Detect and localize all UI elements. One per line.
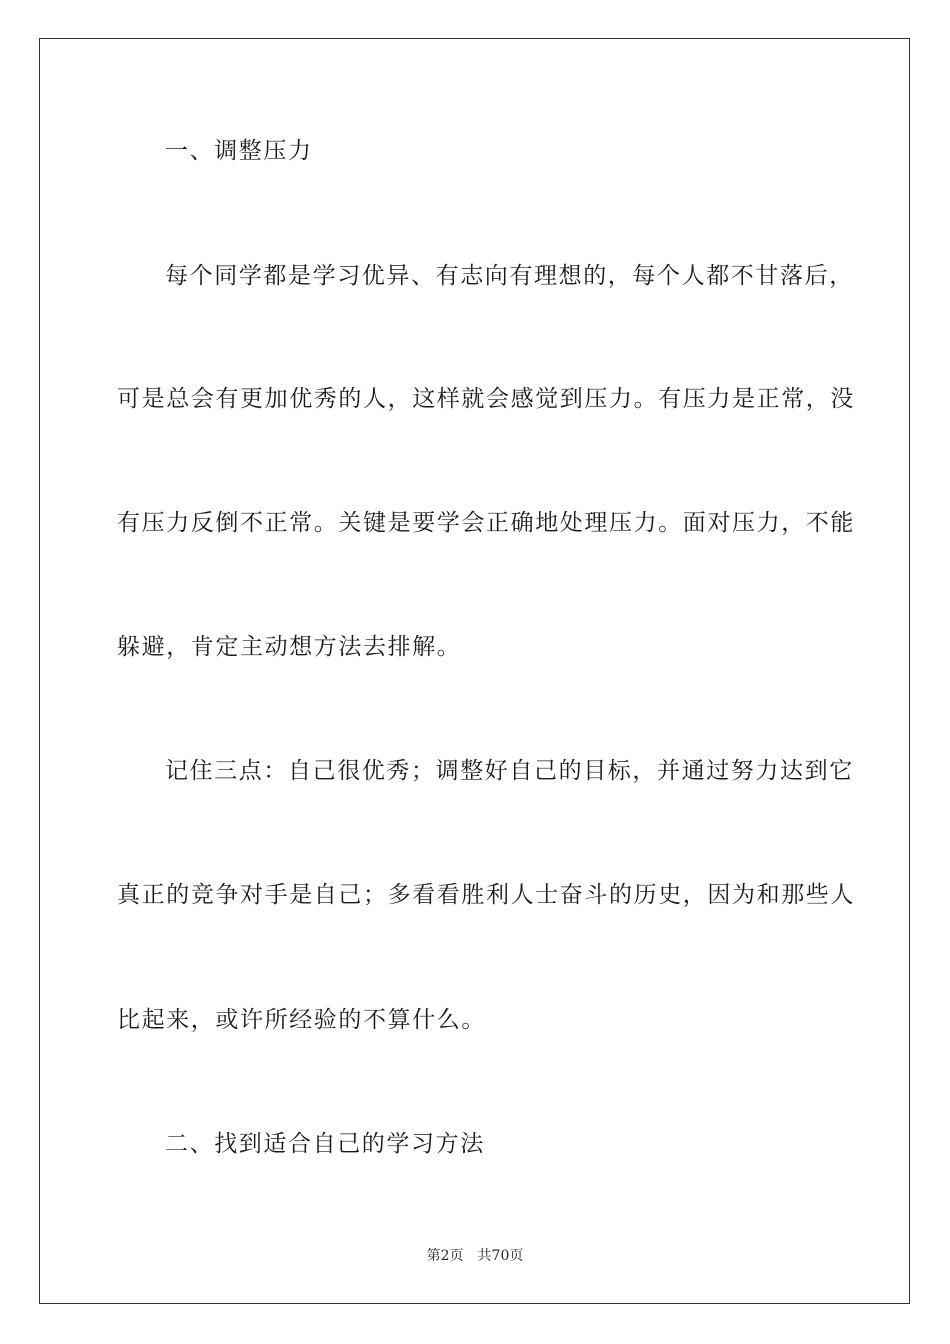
paragraph-line: 躲避，肯定主动想方法去排解。 <box>117 634 462 660</box>
paragraph-line: 比起来，或许所经验的不算什么。 <box>117 1007 486 1033</box>
paragraph-line: 可是总会有更加优秀的人，这样就会感觉到压力。有压力是正常，没 <box>117 386 855 412</box>
page-border <box>39 38 910 1304</box>
page-number: 第2页 <box>426 1248 464 1264</box>
page-footer <box>0 1247 950 1265</box>
paragraph-line: 有压力反倒不正常。关键是要学会正确地处理压力。面对压力，不能 <box>117 510 855 536</box>
section-heading-1: 一、调整压力 <box>165 138 313 164</box>
page-total: 共70页 <box>477 1248 524 1264</box>
paragraph-line: 记住三点：自己很优秀；调整好自己的目标，并通过努力达到它 <box>165 758 854 784</box>
section-heading-2: 二、找到适合自己的学习方法 <box>165 1131 485 1157</box>
paragraph-line: 真正的竞争对手是自己；多看看胜利人士奋斗的历史，因为和那些人 <box>117 882 855 908</box>
paragraph-line: 每个同学都是学习优异、有志向有理想的，每个人都不甘落后， <box>165 263 854 289</box>
